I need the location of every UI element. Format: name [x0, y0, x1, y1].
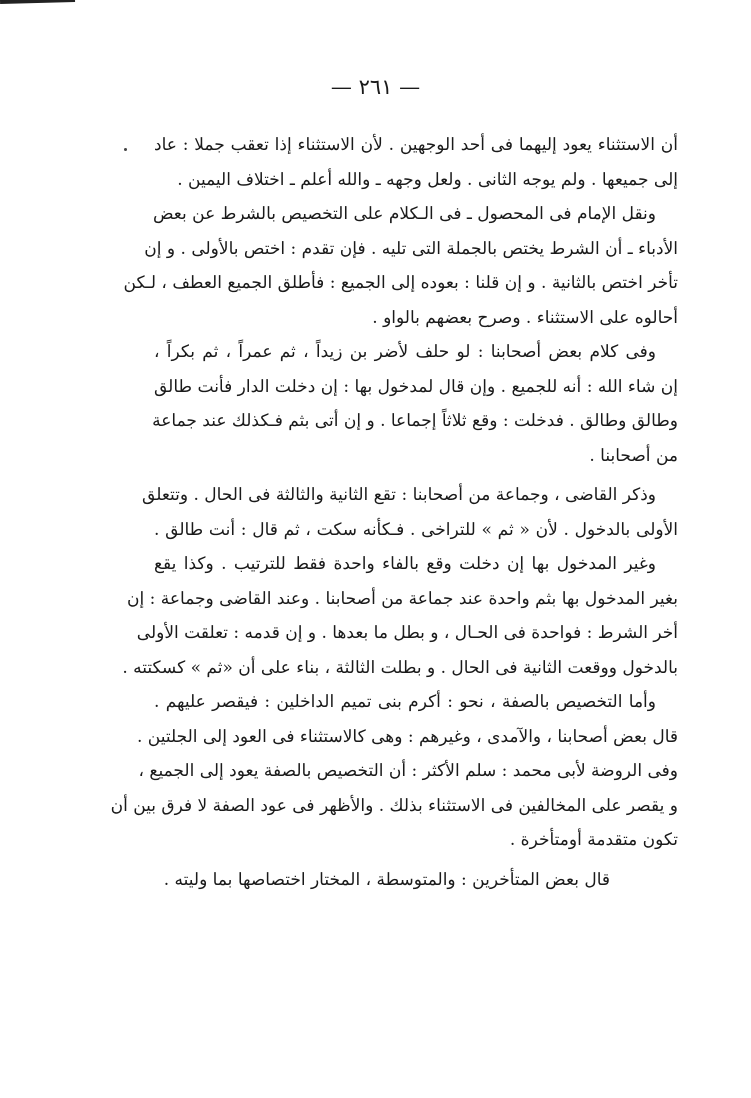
scan-corner-mark	[0, 0, 75, 12]
paragraph-start-line: وغير المدخول بها إن دخلت وقع بالفاء واحدة فقط للترتيب . وكذا يقع	[154, 554, 656, 574]
text-line: أخر الشرط : فواحدة فى الحـال ، و بطل ما بعدها . و إن قدمه : تعلقت الأولى	[136, 623, 678, 643]
text-line: وفى الروضة لأبى محمد : سلم الأكثر : أن التخصيص بالصفة يعود إلى الجميع ،	[138, 761, 678, 781]
text-line: الأولى بالدخول . لأن « ثم » للتراخى . فـكأنه سكت ، ثم قال : أنت طالق .	[154, 519, 678, 540]
scan-speck	[124, 148, 127, 151]
paragraph-start-line: قال بعض المتأخرين : والمتوسطة ، المختار اختصاصها بما وليته .	[163, 869, 610, 890]
text-line: أن الاستثناء يعود إليهما فى أحد الوجهين . لأن الاستثناء إذا تعقب جملا : عاد	[154, 135, 678, 155]
paragraph-start-line: وأما التخصيص بالصفة ، نحو : أكرم بنى تميم الداخلين : فيقصر عليهم .	[154, 692, 656, 712]
page-number: — ٢٦١ —	[330, 75, 421, 99]
paragraph-start-line: ونقل الإمام فى المحصول ـ فى الـكلام على التخصيص بالشرط عن بعض	[152, 204, 656, 224]
text-line: أحالوه على الاستثناء . وصرح بعضهم بالواو .	[372, 307, 678, 328]
text-line: بغير المدخول بها بثم واحدة عند جماعة من أصحابنا . وعند القاضى وجماعة : إن	[127, 588, 678, 609]
page-text	[110, 128, 678, 897]
text-line: و يقصر على المخالفين فى الاستثناء بذلك . والأظهر فى عود الصفة لا فرق بين أن	[110, 795, 678, 816]
paragraph-start-line: وفى كلام بعض أصحابنا : لو حلف لأضر بن زيداً ، ثم عمراً ، ثم بكراً ،	[154, 342, 656, 362]
text-line: إن شاء الله : أنه للجميع . وإن قال لمدخول بها : إن دخلت الدار فأنت طالق	[154, 376, 678, 397]
text-line: بالدخول ووقعت الثانية فى الحال . و بطلت الثالثة ، بناء على أن «ثم » كسكتته .	[122, 657, 678, 678]
text-line: من أصحابنا .	[589, 445, 678, 466]
text-line: وطالق وطالق . فدخلت : وقع ثلاثاً إجماعا . و إن أتى بثم فـكذلك عند جماعة	[152, 411, 678, 431]
text-line: تأخر اختص بالثانية . و إن قلنا : بعوده إلى الجميع : فأطلق الجميع العطف ، لـكن	[123, 273, 678, 293]
text-line: إلى جميعها . ولم يوجه الثانى . ولعل وجهه ـ والله أعلم ـ اختلاف اليمين .	[177, 169, 678, 190]
text-line: قال بعض أصحابنا ، والآمدى ، وغيرهم : وهى كالاستثناء فى العود إلى الجلتين .	[136, 726, 678, 747]
paragraph-start-line: وذكر القاضى ، وجماعة من أصحابنا : تقع الثانية والثالثة فى الحال . وتتعلق	[142, 485, 656, 505]
text-line: الأدباء ـ أن الشرط يختص بالجملة التى تليه . فإن تقدم : اختص بالأولى . و إن	[144, 238, 678, 259]
text-line: تكون متقدمة أومتأخرة .	[509, 830, 678, 850]
